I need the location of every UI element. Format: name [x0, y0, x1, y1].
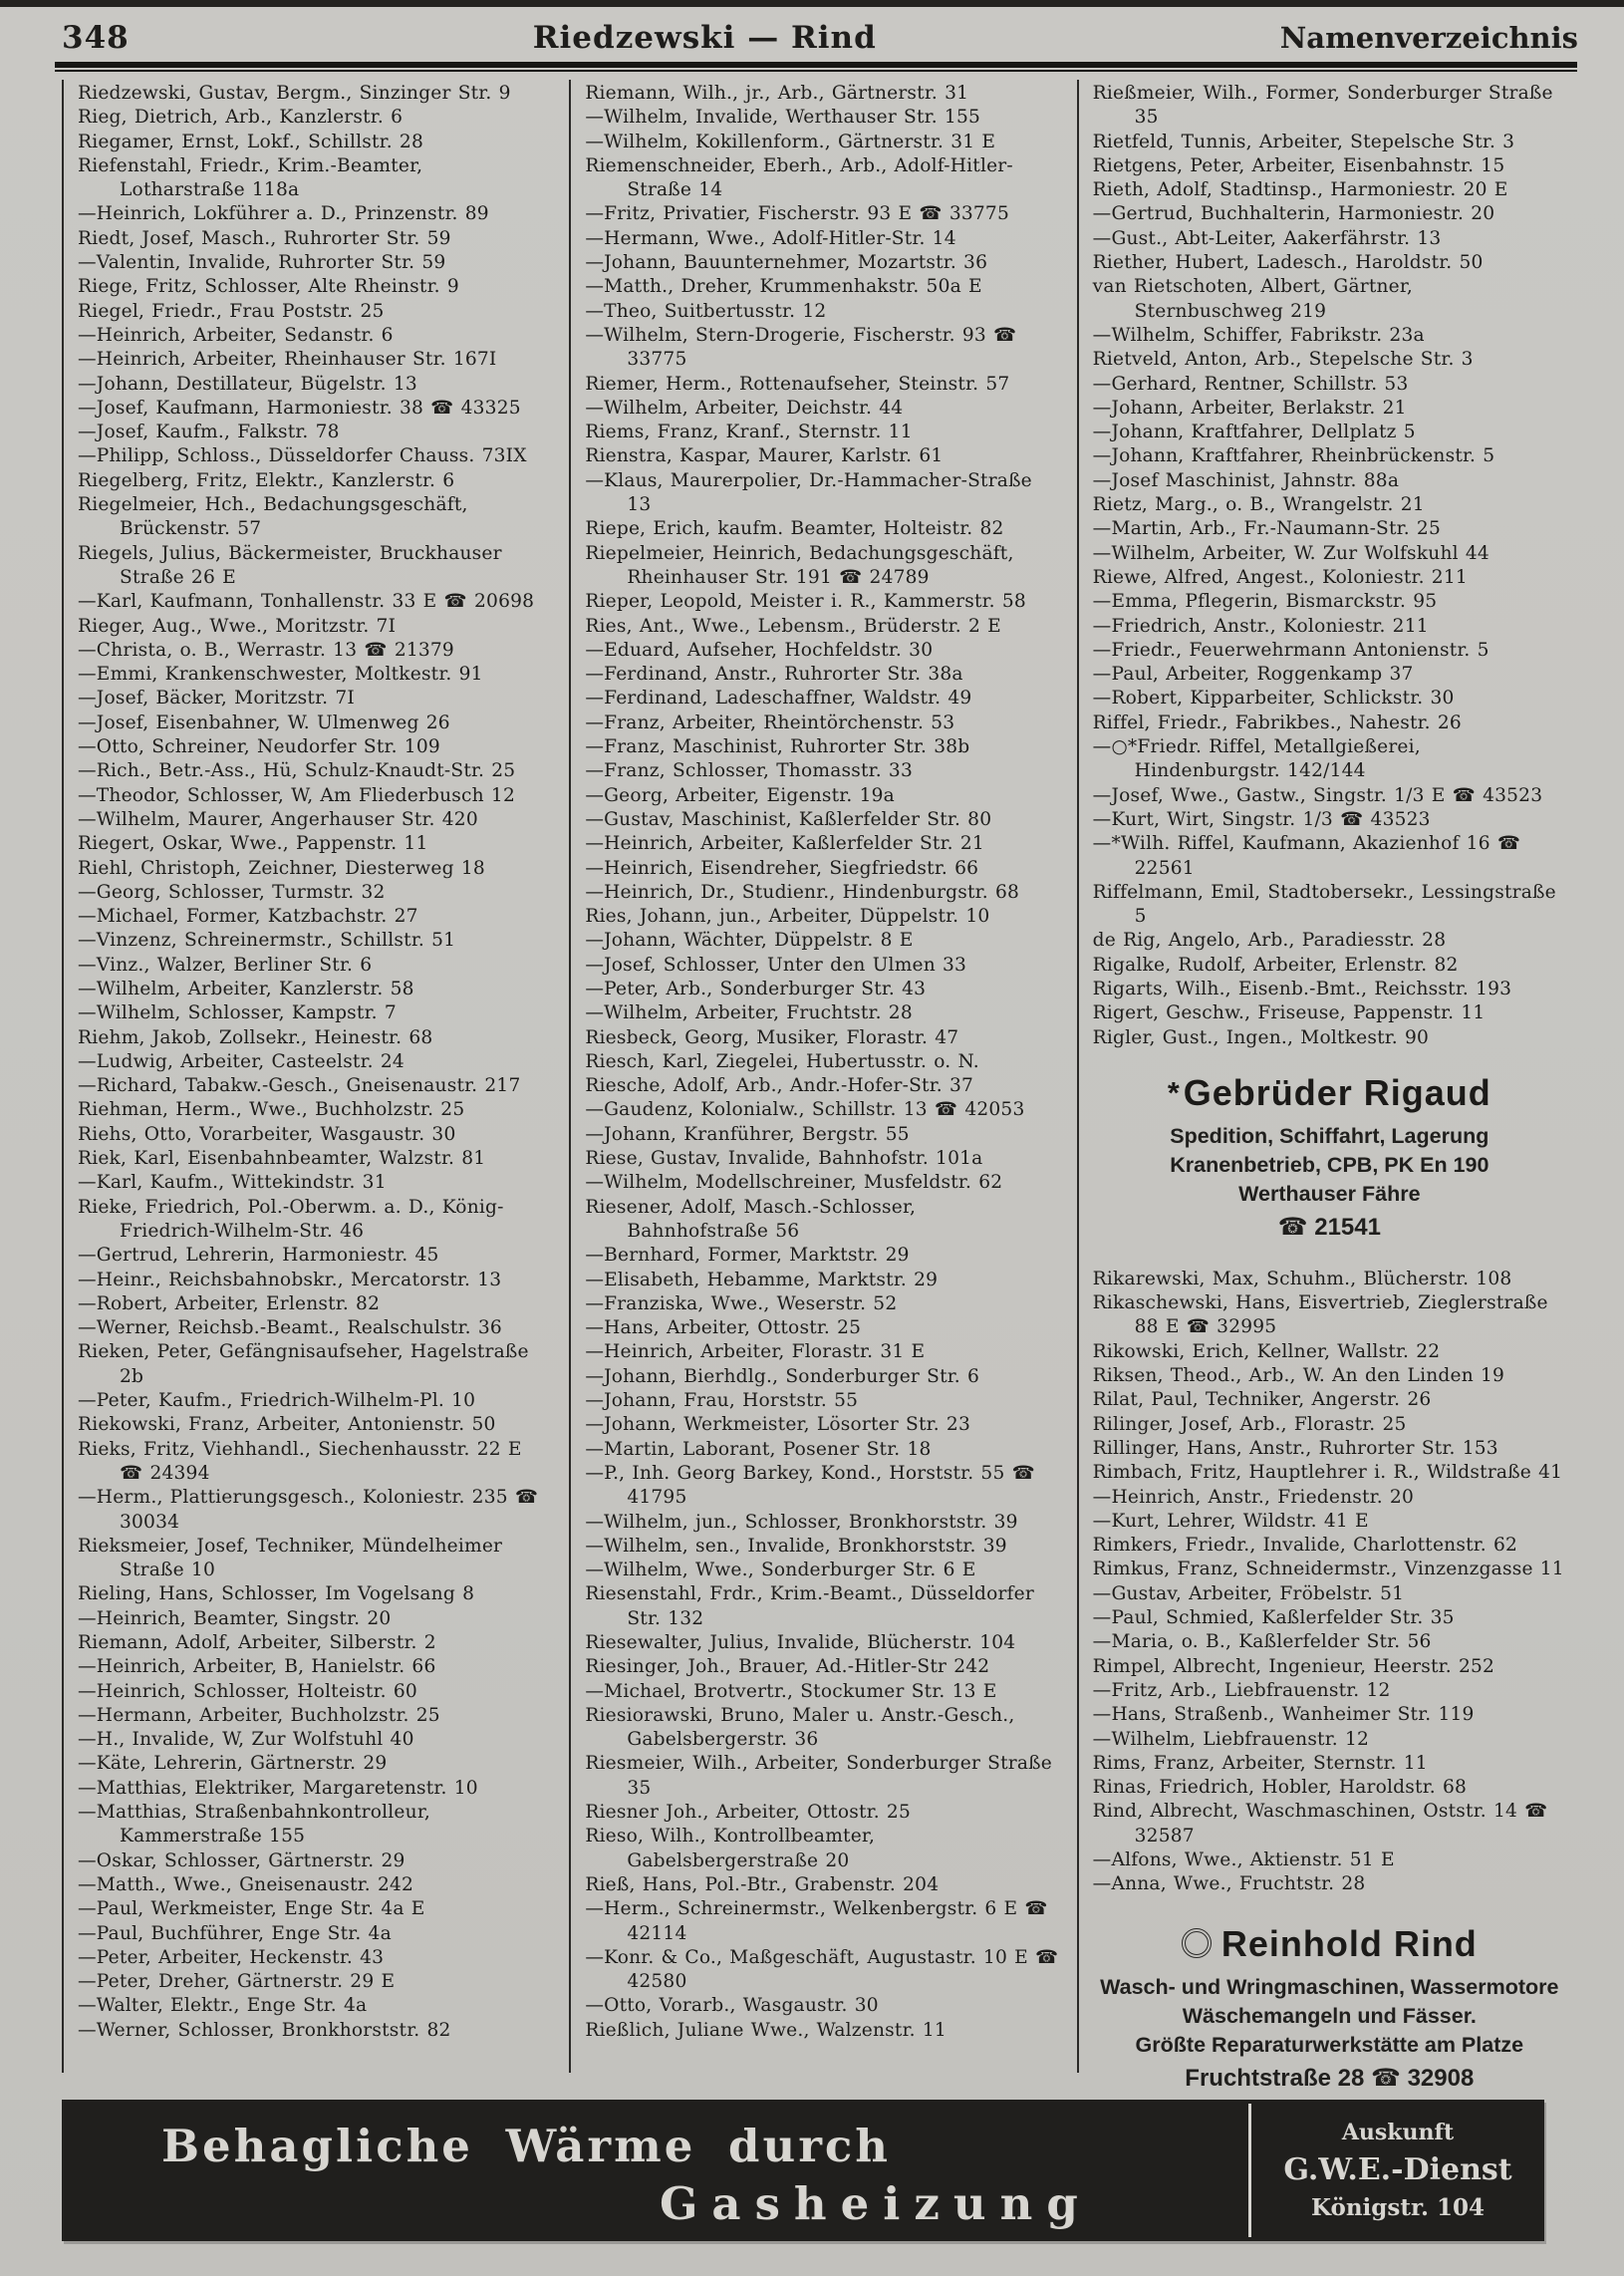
- directory-entry: —Paul, Schmied, Kaßlerfelder Str. 35: [1092, 1607, 1455, 1629]
- directory-entry: —Werner, Reichsb.-Beamt., Realschulstr. 36: [78, 1317, 502, 1339]
- directory-entry: Riedt, Josef, Masch., Ruhrorter Str. 59: [78, 227, 451, 249]
- directory-entry: —Werner, Schlosser, Bronkhorststr. 82: [78, 2019, 451, 2041]
- directory-entry: —Wilhelm, jun., Schlosser, Bronkhorststr. 39: [585, 1511, 1018, 1533]
- directory-entry: —Kurt, Wirt, Singstr. 1/3 ☎ 43523: [1092, 808, 1431, 830]
- directory-entry: van Rietschoten, Albert, Gärtner, Sternbuschweg 219: [1092, 276, 1414, 322]
- directory-entry: —Gaudenz, Kolonialw., Schillstr. 13 ☎ 42053: [585, 1099, 1025, 1121]
- directory-entry: —Peter, Dreher, Gärtnerstr. 29 E: [78, 1971, 396, 1993]
- directory-entry: —Karl, Kaufmann, Tonhallenstr. 33 E ☎ 20698: [78, 591, 535, 613]
- directory-entry: Riemann, Wilh., jr., Arb., Gärtnerstr. 31: [585, 83, 969, 104]
- directory-entry: —Heinrich, Lokführer a. D., Prinzenstr. 89: [78, 203, 489, 225]
- directory-entry: —Matthias, Straßenbahnkontrolleur, Kammerstraße 155: [78, 1802, 430, 1848]
- directory-entry: —Richard, Tabakw.-Gesch., Gneisenaustr. 217: [78, 1075, 521, 1097]
- directory-entry: —Franz, Arbeiter, Rheintörchenstr. 53: [585, 711, 955, 733]
- directory-entry: —Ferdinand, Anstr., Ruhrorter Str. 38a: [585, 664, 963, 686]
- directory-entry: —Paul, Buchführer, Enge Str. 4a: [78, 1922, 392, 1944]
- directory-entry: —Josef, Schlosser, Unter den Ulmen 33: [585, 954, 967, 976]
- directory-entry: Rieke, Friedrich, Pol.-Oberwm. a. D., König-Friedrich-Wilhelm-Str. 46: [78, 1196, 504, 1242]
- directory-entry: —Klaus, Maurerpolier, Dr.-Hammacher-Straße 13: [585, 469, 1032, 516]
- directory-entry: —Johann, Frau, Horststr. 55: [585, 1390, 859, 1412]
- directory-entry: —Otto, Vorarb., Wasgaustr. 30: [585, 1995, 879, 2017]
- directory-entry: Riesbeck, Georg, Musiker, Florastr. 47: [585, 1026, 959, 1048]
- banner-line-2: Gasheizung: [660, 2177, 1092, 2230]
- directory-entry: Rigler, Gust., Ingen., Moltkestr. 90: [1092, 1026, 1430, 1048]
- rigaud-ad-phone: ☎ 21541: [1277, 1213, 1381, 1241]
- directory-entry: —Gerhard, Rentner, Schillstr. 53: [1092, 373, 1409, 395]
- directory-entry: —Philipp, Schloss., Düsseldorfer Chauss. 73IX: [78, 445, 527, 467]
- directory-entry: —Martin, Arb., Fr.-Naumann-Str. 25: [1092, 518, 1441, 540]
- directory-entry: —Paul, Arbeiter, Roggenkamp 37: [1092, 664, 1414, 686]
- directory-entry: Rieger, Aug., Wwe., Moritzstr. 7I: [78, 615, 397, 637]
- directory-entry: Riehs, Otto, Vorarbeiter, Wasgaustr. 30: [78, 1123, 456, 1145]
- directory-entry: —Josef, Bäcker, Moritzstr. 7I: [78, 688, 355, 710]
- directory-entry: Rillinger, Hans, Anstr., Ruhrorter Str. 153: [1092, 1437, 1498, 1459]
- page-title: Riedzewski — Rind: [532, 20, 877, 56]
- wreath-icon: [1182, 1928, 1212, 1958]
- column-2: [569, 80, 1076, 2073]
- directory-entry: Rieksmeier, Josef, Techniker, Mündelheimer Straße 10: [78, 1535, 503, 1581]
- directory-entry: —Anna, Wwe., Fruchtstr. 28: [1092, 1873, 1366, 1895]
- rigaud-ad-line: Werthauser Fähre: [1238, 1181, 1421, 1206]
- directory-entry: —Kurt, Lehrer, Wildstr. 41 E: [1092, 1510, 1369, 1532]
- directory-entry: Rieks, Fritz, Viehhandl., Siechenhausstr. 22 E ☎ 24394: [78, 1438, 522, 1484]
- directory-entry: —Johann, Kraftfahrer, Dellplatz 5: [1092, 422, 1416, 443]
- directory-entry: Rieso, Wilh., Kontrollbeamter, Gabelsbergerstraße 20: [585, 1826, 876, 1871]
- page-header: [62, 20, 1578, 56]
- asterisk-icon: *: [1167, 1075, 1181, 1110]
- directory-entry: —Johann, Arbeiter, Berlakstr. 21: [1092, 397, 1407, 419]
- directory-entry: Riegert, Oskar, Wwe., Pappenstr. 11: [78, 833, 428, 855]
- directory-entry: —Valentin, Invalide, Ruhrorter Str. 59: [78, 252, 446, 274]
- directory-entry: —Franz, Schlosser, Thomasstr. 33: [585, 760, 913, 782]
- directory-entry: —*Wilh. Riffel, Kaufmann, Akazienhof 16 ☎ 22561: [1092, 833, 1521, 879]
- directory-entry: Riether, Hubert, Ladesch., Haroldstr. 50: [1092, 252, 1484, 274]
- gasheizung-banner-left: [62, 2100, 1248, 2241]
- directory-entry: —Hans, Straßenb., Wanheimer Str. 119: [1092, 1704, 1475, 1726]
- rind-ad: [1093, 1923, 1566, 2093]
- header-rule: [55, 62, 1577, 68]
- column-3: [1077, 80, 1584, 2092]
- directory-entry: —Ferdinand, Ladeschaffner, Waldstr. 49: [585, 688, 972, 710]
- directory-entry: —Heinrich, Anstr., Friedenstr. 20: [1092, 1486, 1414, 1508]
- directory-entry: Riesener, Adolf, Masch.-Schlosser, Bahnhofstraße 56: [585, 1196, 917, 1242]
- directory-entry: —Emmi, Krankenschwester, Moltkestr. 91: [78, 664, 483, 686]
- directory-entry: Rießlich, Juliane Wwe., Walzenstr. 11: [585, 2019, 947, 2041]
- directory-entry: Riesewalter, Julius, Invalide, Blücherstr. 104: [585, 1632, 1016, 1653]
- directory-entry: —Josef Maschinist, Jahnstr. 88a: [1092, 469, 1400, 491]
- directory-entry: —Josef, Kaufmann, Harmoniestr. 38 ☎ 43325: [78, 397, 521, 419]
- directory-entry: Rigarts, Wilh., Eisenb.-Bmt., Reichsstr. 193: [1092, 978, 1512, 999]
- rind-ad-line: Größte Reparaturwerkstätte am Platze: [1135, 2032, 1524, 2057]
- directory-entry: —Wilhelm, sen., Invalide, Bronkhorststr. 39: [585, 1535, 1007, 1557]
- directory-entry: —Johann, Destillateur, Bügelstr. 13: [78, 373, 417, 395]
- directory-entry: Ries, Johann, jun., Arbeiter, Düppelstr. 10: [585, 906, 990, 928]
- directory-entry: —Eduard, Aufseher, Hochfeldstr. 30: [585, 639, 934, 661]
- rigaud-ad-title: *Gebrüder Rigaud: [1167, 1071, 1491, 1113]
- directory-entry: Riek, Karl, Eisenbahnbeamter, Walzstr. 81: [78, 1148, 486, 1170]
- directory-entry: —Wilhelm, Kokillenform., Gärtnerstr. 31 E: [585, 131, 996, 152]
- directory-entry: —Gertrud, Buchhalterin, Harmoniestr. 20: [1092, 203, 1495, 225]
- scan-edge: [0, 0, 1624, 7]
- directory-entry: Rimpel, Albrecht, Ingenieur, Heerstr. 252: [1092, 1655, 1495, 1677]
- directory-entry: —Josef, Eisenbahner, W. Ulmenweg 26: [78, 711, 450, 733]
- directory-entry: —Franziska, Wwe., Weserstr. 52: [585, 1292, 898, 1314]
- directory-entry: —P., Inh. Georg Barkey, Kond., Horststr. 55 ☎ 41795: [585, 1462, 1035, 1509]
- directory-entry: —Vinz., Walzer, Berliner Str. 6: [78, 954, 373, 976]
- directory-entry: —Karl, Kaufm., Wittekindstr. 31: [78, 1172, 387, 1194]
- directory-entry: Riegelberg, Fritz, Elektr., Kanzlerstr. 6: [78, 469, 455, 491]
- directory-entry: —Friedr., Feuerwehrmann Antonienstr. 5: [1092, 639, 1489, 661]
- directory-entry: Rikaschewski, Hans, Eisvertrieb, Zieglerstraße 88 E ☎ 32995: [1092, 1292, 1548, 1338]
- directory-entry: —Oskar, Schlosser, Gärtnerstr. 29: [78, 1849, 406, 1871]
- directory-entry: Riehm, Jakob, Zollsekr., Heinestr. 68: [78, 1026, 433, 1048]
- directory-entry: Riesch, Karl, Ziegelei, Hubertusstr. o. N.: [585, 1050, 979, 1072]
- directory-entry: Ries, Ant., Wwe., Lebensm., Brüderstr. 2 E: [585, 615, 1001, 637]
- directory-entry: Riems, Franz, Kranf., Sternstr. 11: [585, 422, 913, 443]
- directory-entry: Riesenstahl, Frdr., Krim.-Beamt., Düsseldorfer Str. 132: [585, 1583, 1034, 1629]
- directory-entry: Riesner Joh., Arbeiter, Ottostr. 25: [585, 1802, 911, 1824]
- directory-entry: —Walter, Elektr., Enge Str. 4a: [78, 1995, 368, 2017]
- directory-entry: —Wilhelm, Wwe., Sonderburger Str. 6 E: [585, 1560, 976, 1581]
- section-label: Namenverzeichnis: [1279, 21, 1578, 55]
- directory-entry: —Michael, Brotvertr., Stockumer Str. 13 E: [585, 1680, 997, 1702]
- directory-entry: —Hermann, Arbeiter, Buchholzstr. 25: [78, 1704, 440, 1726]
- directory-entry: —Wilhelm, Arbeiter, Kanzlerstr. 58: [78, 978, 414, 999]
- column-1: [62, 80, 569, 2073]
- directory-entry: —Robert, Arbeiter, Erlenstr. 82: [78, 1292, 381, 1314]
- directory-entry: Rimbach, Fritz, Hauptlehrer i. R., Wildstraße 41: [1092, 1462, 1563, 1484]
- page-number: 348: [62, 20, 130, 56]
- directory-entry: —Gustav, Arbeiter, Fröbelstr. 51: [1092, 1582, 1405, 1604]
- directory-entry: —Franz, Maschinist, Ruhrorter Str. 38b: [585, 736, 970, 758]
- directory-entry: —Heinrich, Arbeiter, B, Hanielstr. 66: [78, 1656, 436, 1678]
- directory-entry: Rießmeier, Wilh., Former, Sonderburger Straße 35: [1092, 83, 1553, 129]
- directory-entry: —Johann, Werkmeister, Lösorter Str. 23: [585, 1414, 970, 1436]
- directory-entry: Riffelmann, Emil, Stadtobersekr., Lessingstraße 5: [1092, 881, 1556, 928]
- directory-entry: Rieling, Hans, Schlosser, Im Vogelsang 8: [78, 1583, 475, 1605]
- directory-entry: —Käte, Lehrerin, Gärtnerstr. 29: [78, 1753, 388, 1775]
- directory-entry: Riemann, Adolf, Arbeiter, Silberstr. 2: [78, 1632, 436, 1653]
- directory-entry: Riepe, Erich, kaufm. Beamter, Holteistr. 82: [585, 518, 1004, 540]
- directory-entry: Riesiorawski, Bruno, Maler u. Anstr.-Gesch., Gabelsbergerstr. 36: [585, 1704, 1015, 1751]
- directory-entry: —Matthias, Elektriker, Margaretenstr. 10: [78, 1777, 478, 1799]
- directory-entry: Riekowski, Franz, Arbeiter, Antonienstr. 50: [78, 1414, 496, 1436]
- directory-entry: Riedzewski, Gustav, Bergm., Sinzinger Str. 9: [78, 83, 511, 104]
- directory-entry: —Alfons, Wwe., Aktienstr. 51 E: [1092, 1849, 1395, 1870]
- banner-right-line-1: Auskunft: [1341, 2120, 1455, 2145]
- directory-entry: Rietfeld, Tunnis, Arbeiter, Stepelsche Str. 3: [1092, 131, 1515, 152]
- directory-entry: —Herm., Schreinermstr., Welkenbergstr. 6 E ☎ 42114: [585, 1898, 1048, 1944]
- directory-entry: —Ludwig, Arbeiter, Casteelstr. 24: [78, 1050, 405, 1072]
- directory-entry: Riefenstahl, Friedr., Krim.-Beamter, Lotharstraße 118a: [78, 154, 423, 201]
- banner-line-1: Behagliche Wärme durch: [161, 2120, 892, 2172]
- directory-entry: —Maria, o. B., Kaßlerfelder Str. 56: [1092, 1631, 1432, 1653]
- directory-entry: —Herm., Plattierungsgesch., Koloniestr. 235 ☎ 30034: [78, 1487, 539, 1533]
- gasheizung-banner-ad: [62, 2100, 1544, 2241]
- directory-entry: Rieß, Hans, Pol.-Btr., Grabenstr. 204: [585, 1873, 940, 1895]
- directory-entry: Riese, Gustav, Invalide, Bahnhofstr. 101a: [585, 1148, 983, 1170]
- directory-entry: —Johann, Kranführer, Bergstr. 55: [585, 1123, 910, 1145]
- directory-entry: —Robert, Kipparbeiter, Schlickstr. 30: [1092, 688, 1455, 710]
- rigaud-ad: [1093, 1072, 1566, 1242]
- directory-entry: —Friedrich, Anstr., Koloniestr. 211: [1092, 615, 1429, 637]
- directory-entry: —Matth., Wwe., Gneisenaustr. 242: [78, 1873, 414, 1895]
- directory-entry: Rieth, Adolf, Stadtinsp., Harmoniestr. 20 E: [1092, 179, 1508, 201]
- directory-columns: [62, 80, 1584, 2092]
- directory-entry: —Wilhelm, Invalide, Werthauser Str. 155: [585, 107, 981, 129]
- directory-entry: —Heinrich, Arbeiter, Sedanstr. 6: [78, 324, 394, 346]
- banner-right-line-3: Königstr. 104: [1311, 2194, 1485, 2221]
- rigaud-ad-line: Spedition, Schiffahrt, Lagerung: [1170, 1123, 1489, 1148]
- directory-entry: —Fritz, Privatier, Fischerstr. 93 E ☎ 33775: [585, 203, 1009, 225]
- directory-entry: —Heinrich, Beamter, Singstr. 20: [78, 1607, 392, 1629]
- directory-entry: —Emma, Pflegerin, Bismarckstr. 95: [1092, 591, 1438, 613]
- directory-entry: —Wilhelm, Stern-Drogerie, Fischerstr. 93 ☎ 33775: [585, 324, 1017, 371]
- directory-entry: —Peter, Arb., Sonderburger Str. 43: [585, 978, 927, 999]
- directory-entry: Riege, Fritz, Schlosser, Alte Rheinstr. 9: [78, 276, 459, 298]
- directory-entry: Rietveld, Anton, Arb., Stepelsche Str. 3: [1092, 349, 1474, 371]
- directory-entry: —H., Invalide, W, Zur Wolfstuhl 40: [78, 1729, 414, 1751]
- directory-entry: Rind, Albrecht, Waschmaschinen, Oststr. 14 ☎ 32587: [1092, 1801, 1548, 1847]
- directory-entry: —Paul, Werkmeister, Enge Str. 4a E: [78, 1898, 425, 1920]
- directory-entry: —Heinr., Reichsbahnobskr., Mercatorstr. 13: [78, 1269, 502, 1290]
- directory-entry: —Heinrich, Schlosser, Holteistr. 60: [78, 1680, 417, 1702]
- rind-ad-title: Reinhold Rind: [1093, 1923, 1566, 1965]
- directory-entry: —Johann, Bierhdlg., Sonderburger Str. 6: [585, 1365, 980, 1387]
- rind-ad-phone: Fruchtstraße 28 ☎ 32908: [1185, 2064, 1475, 2092]
- directory-entry: —Heinrich, Arbeiter, Kaßlerfelder Str. 21: [585, 833, 984, 855]
- directory-entry: Rienstra, Kaspar, Maurer, Karlstr. 61: [585, 445, 944, 467]
- directory-entry: —Johann, Wächter, Düppelstr. 8 E: [585, 930, 914, 952]
- directory-entry: Rieg, Dietrich, Arb., Kanzlerstr. 6: [78, 107, 404, 129]
- directory-entry: Rims, Franz, Arbeiter, Sternstr. 11: [1092, 1752, 1428, 1774]
- directory-entry: —Otto, Schreiner, Neudorfer Str. 109: [78, 736, 440, 758]
- directory-entry: Rikowski, Erich, Kellner, Wallstr. 22: [1092, 1340, 1441, 1362]
- directory-entry: —Theodor, Schlosser, W, Am Fliederbusch 12: [78, 784, 515, 806]
- directory-entry: —Heinrich, Dr., Studienr., Hindenburgstr. 68: [585, 881, 1020, 903]
- directory-entry: Rigert, Geschw., Friseuse, Pappenstr. 11: [1092, 1002, 1486, 1024]
- directory-entry: Rietgens, Peter, Arbeiter, Eisenbahnstr. 15: [1092, 154, 1505, 176]
- directory-entry: —Georg, Arbeiter, Eigenstr. 19a: [585, 784, 895, 806]
- directory-entry: Riegamer, Ernst, Lokf., Schillstr. 28: [78, 131, 423, 152]
- directory-entry: Riegels, Julius, Bäckermeister, Bruckhauser Straße 26 E: [78, 542, 502, 588]
- rind-ad-line: Wäschemangeln und Fässer.: [1182, 2003, 1477, 2028]
- directory-entry: —Heinrich, Arbeiter, Florastr. 31 E: [585, 1341, 926, 1363]
- directory-entry: —Wilhelm, Modellschreiner, Musfeldstr. 62: [585, 1172, 1003, 1194]
- directory-entry: —Theo, Suitbertusstr. 12: [585, 300, 827, 322]
- directory-entry: —Josef, Kaufm., Falkstr. 78: [78, 422, 340, 443]
- directory-entry: Riepelmeier, Heinrich, Bedachungsgeschäft, Rheinhauser Str. 191 ☎ 24789: [585, 542, 1014, 588]
- directory-entry: —Josef, Wwe., Gastw., Singstr. 1/3 E ☎ 43523: [1092, 784, 1543, 806]
- directory-entry: Riegel, Friedr., Frau Poststr. 25: [78, 300, 385, 322]
- directory-entry: Rilinger, Josef, Arb., Florastr. 25: [1092, 1413, 1407, 1435]
- directory-entry: Rigalke, Rudolf, Arbeiter, Erlenstr. 82: [1092, 954, 1459, 976]
- directory-entry: —Hans, Arbeiter, Ottostr. 25: [585, 1317, 862, 1339]
- directory-entry: —Rich., Betr.-Ass., Hü, Schulz-Knaudt-Str. 25: [78, 760, 516, 782]
- directory-entry: Rimkus, Franz, Schneidermstr., Vinzenzgasse 11: [1092, 1559, 1564, 1580]
- directory-entry: Riehl, Christoph, Zeichner, Diesterweg 18: [78, 857, 485, 879]
- directory-entry: Rinas, Friedrich, Hobler, Haroldstr. 68: [1092, 1777, 1468, 1799]
- directory-entry: Riesche, Adolf, Arb., Andr.-Hofer-Str. 37: [585, 1075, 974, 1097]
- directory-entry: —Fritz, Arb., Liebfrauenstr. 12: [1092, 1679, 1391, 1701]
- directory-entry: —Heinrich, Arbeiter, Rheinhauser Str. 167I: [78, 349, 497, 371]
- directory-entry: Riesmeier, Wilh., Arbeiter, Sonderburger Straße 35: [585, 1753, 1052, 1799]
- directory-entry: —Wilhelm, Schiffer, Fabrikstr. 23a: [1092, 324, 1425, 346]
- directory-entry: —Gust., Abt-Leiter, Aakerfährstr. 13: [1092, 227, 1442, 249]
- directory-entry: —Wilhelm, Arbeiter, Fruchtstr. 28: [585, 1002, 913, 1024]
- gwe-dienst-ad: [1251, 2100, 1544, 2241]
- directory-entry: Riffel, Friedr., Fabrikbes., Nahestr. 26: [1092, 711, 1462, 733]
- directory-entry: —Georg, Schlosser, Turmstr. 32: [78, 881, 386, 903]
- rind-ad-line: Wasch- und Wringmaschinen, Wassermotore: [1100, 1974, 1559, 1999]
- directory-entry: Riehman, Herm., Wwe., Buchholzstr. 25: [78, 1099, 465, 1121]
- directory-entry: de Rig, Angelo, Arb., Paradiesstr. 28: [1092, 930, 1447, 952]
- directory-entry: Riemenschneider, Eberh., Arb., Adolf-Hitler-Straße 14: [585, 154, 1013, 201]
- directory-entry: —Wilhelm, Schlosser, Kampstr. 7: [78, 1002, 397, 1024]
- directory-entry: —Gustav, Maschinist, Kaßlerfelder Str. 80: [585, 808, 992, 830]
- directory-entry: Riksen, Theod., Arb., W. An den Linden 19: [1092, 1365, 1505, 1387]
- directory-entry: Riemer, Herm., Rottenaufseher, Steinstr. 57: [585, 373, 1010, 395]
- directory-entry: —Elisabeth, Hebamme, Marktstr. 29: [585, 1269, 939, 1290]
- directory-entry: Rikarewski, Max, Schuhm., Blücherstr. 108: [1092, 1268, 1512, 1289]
- directory-entry: —Michael, Former, Katzbachstr. 27: [78, 906, 418, 928]
- directory-entry: —Konr. & Co., Maßgeschäft, Augustastr. 10 E ☎ 42580: [585, 1946, 1059, 1993]
- directory-entry: —Wilhelm, Liebfrauenstr. 12: [1092, 1728, 1370, 1750]
- directory-entry: —Hermann, Wwe., Adolf-Hitler-Str. 14: [585, 227, 956, 249]
- directory-entry: Rieken, Peter, Gefängnisaufseher, Hagelstraße 2b: [78, 1341, 529, 1387]
- directory-entry: Rietz, Marg., o. B., Wrangelstr. 21: [1092, 494, 1425, 516]
- directory-entry: —Johann, Bauunternehmer, Mozartstr. 36: [585, 252, 988, 274]
- directory-entry: —Wilhelm, Arbeiter, W. Zur Wolfskuhl 44: [1092, 542, 1489, 564]
- directory-entry: Rimkers, Friedr., Invalide, Charlottenstr. 62: [1092, 1535, 1518, 1557]
- directory-entry: —Wilhelm, Arbeiter, Deichstr. 44: [585, 397, 904, 419]
- directory-entry: Rilat, Paul, Techniker, Angerstr. 26: [1092, 1389, 1432, 1411]
- directory-entry: —Johann, Kraftfahrer, Rheinbrückenstr. 5: [1092, 445, 1495, 467]
- directory-entry: —○*Friedr. Riffel, Metallgießerei, Hindenburgstr. 142/144: [1092, 736, 1421, 782]
- directory-entry: —Matth., Dreher, Krummenhakstr. 50a E: [585, 276, 982, 298]
- directory-entry: —Christa, o. B., Werrastr. 13 ☎ 21379: [78, 639, 454, 661]
- directory-entry: —Wilhelm, Maurer, Angerhauser Str. 420: [78, 808, 478, 830]
- directory-entry: —Peter, Arbeiter, Heckenstr. 43: [78, 1946, 385, 1968]
- directory-entry: Riewe, Alfred, Angest., Koloniestr. 211: [1092, 566, 1468, 588]
- directory-entry: Riegelmeier, Hch., Bedachungsgeschäft, Brückenstr. 57: [78, 494, 468, 540]
- directory-entry: —Martin, Laborant, Posener Str. 18: [585, 1438, 932, 1460]
- directory-entry: —Heinrich, Eisendreher, Siegfriedstr. 66: [585, 857, 979, 879]
- directory-entry: —Bernhard, Former, Marktstr. 29: [585, 1245, 910, 1267]
- directory-entry: Riesinger, Joh., Brauer, Ad.-Hitler-Str 242: [585, 1656, 990, 1678]
- directory-entry: —Gertrud, Lehrerin, Harmoniestr. 45: [78, 1245, 439, 1267]
- rigaud-ad-line: Kranenbetrieb, CPB, PK En 190: [1170, 1152, 1489, 1177]
- directory-entry: —Peter, Kaufm., Friedrich-Wilhelm-Pl. 10: [78, 1390, 476, 1412]
- directory-entry: —Vinzenz, Schreinermstr., Schillstr. 51: [78, 930, 456, 952]
- banner-right-line-2: G.W.E.-Dienst: [1283, 2152, 1512, 2187]
- directory-entry: Rieper, Leopold, Meister i. R., Kammerstr. 58: [585, 591, 1026, 613]
